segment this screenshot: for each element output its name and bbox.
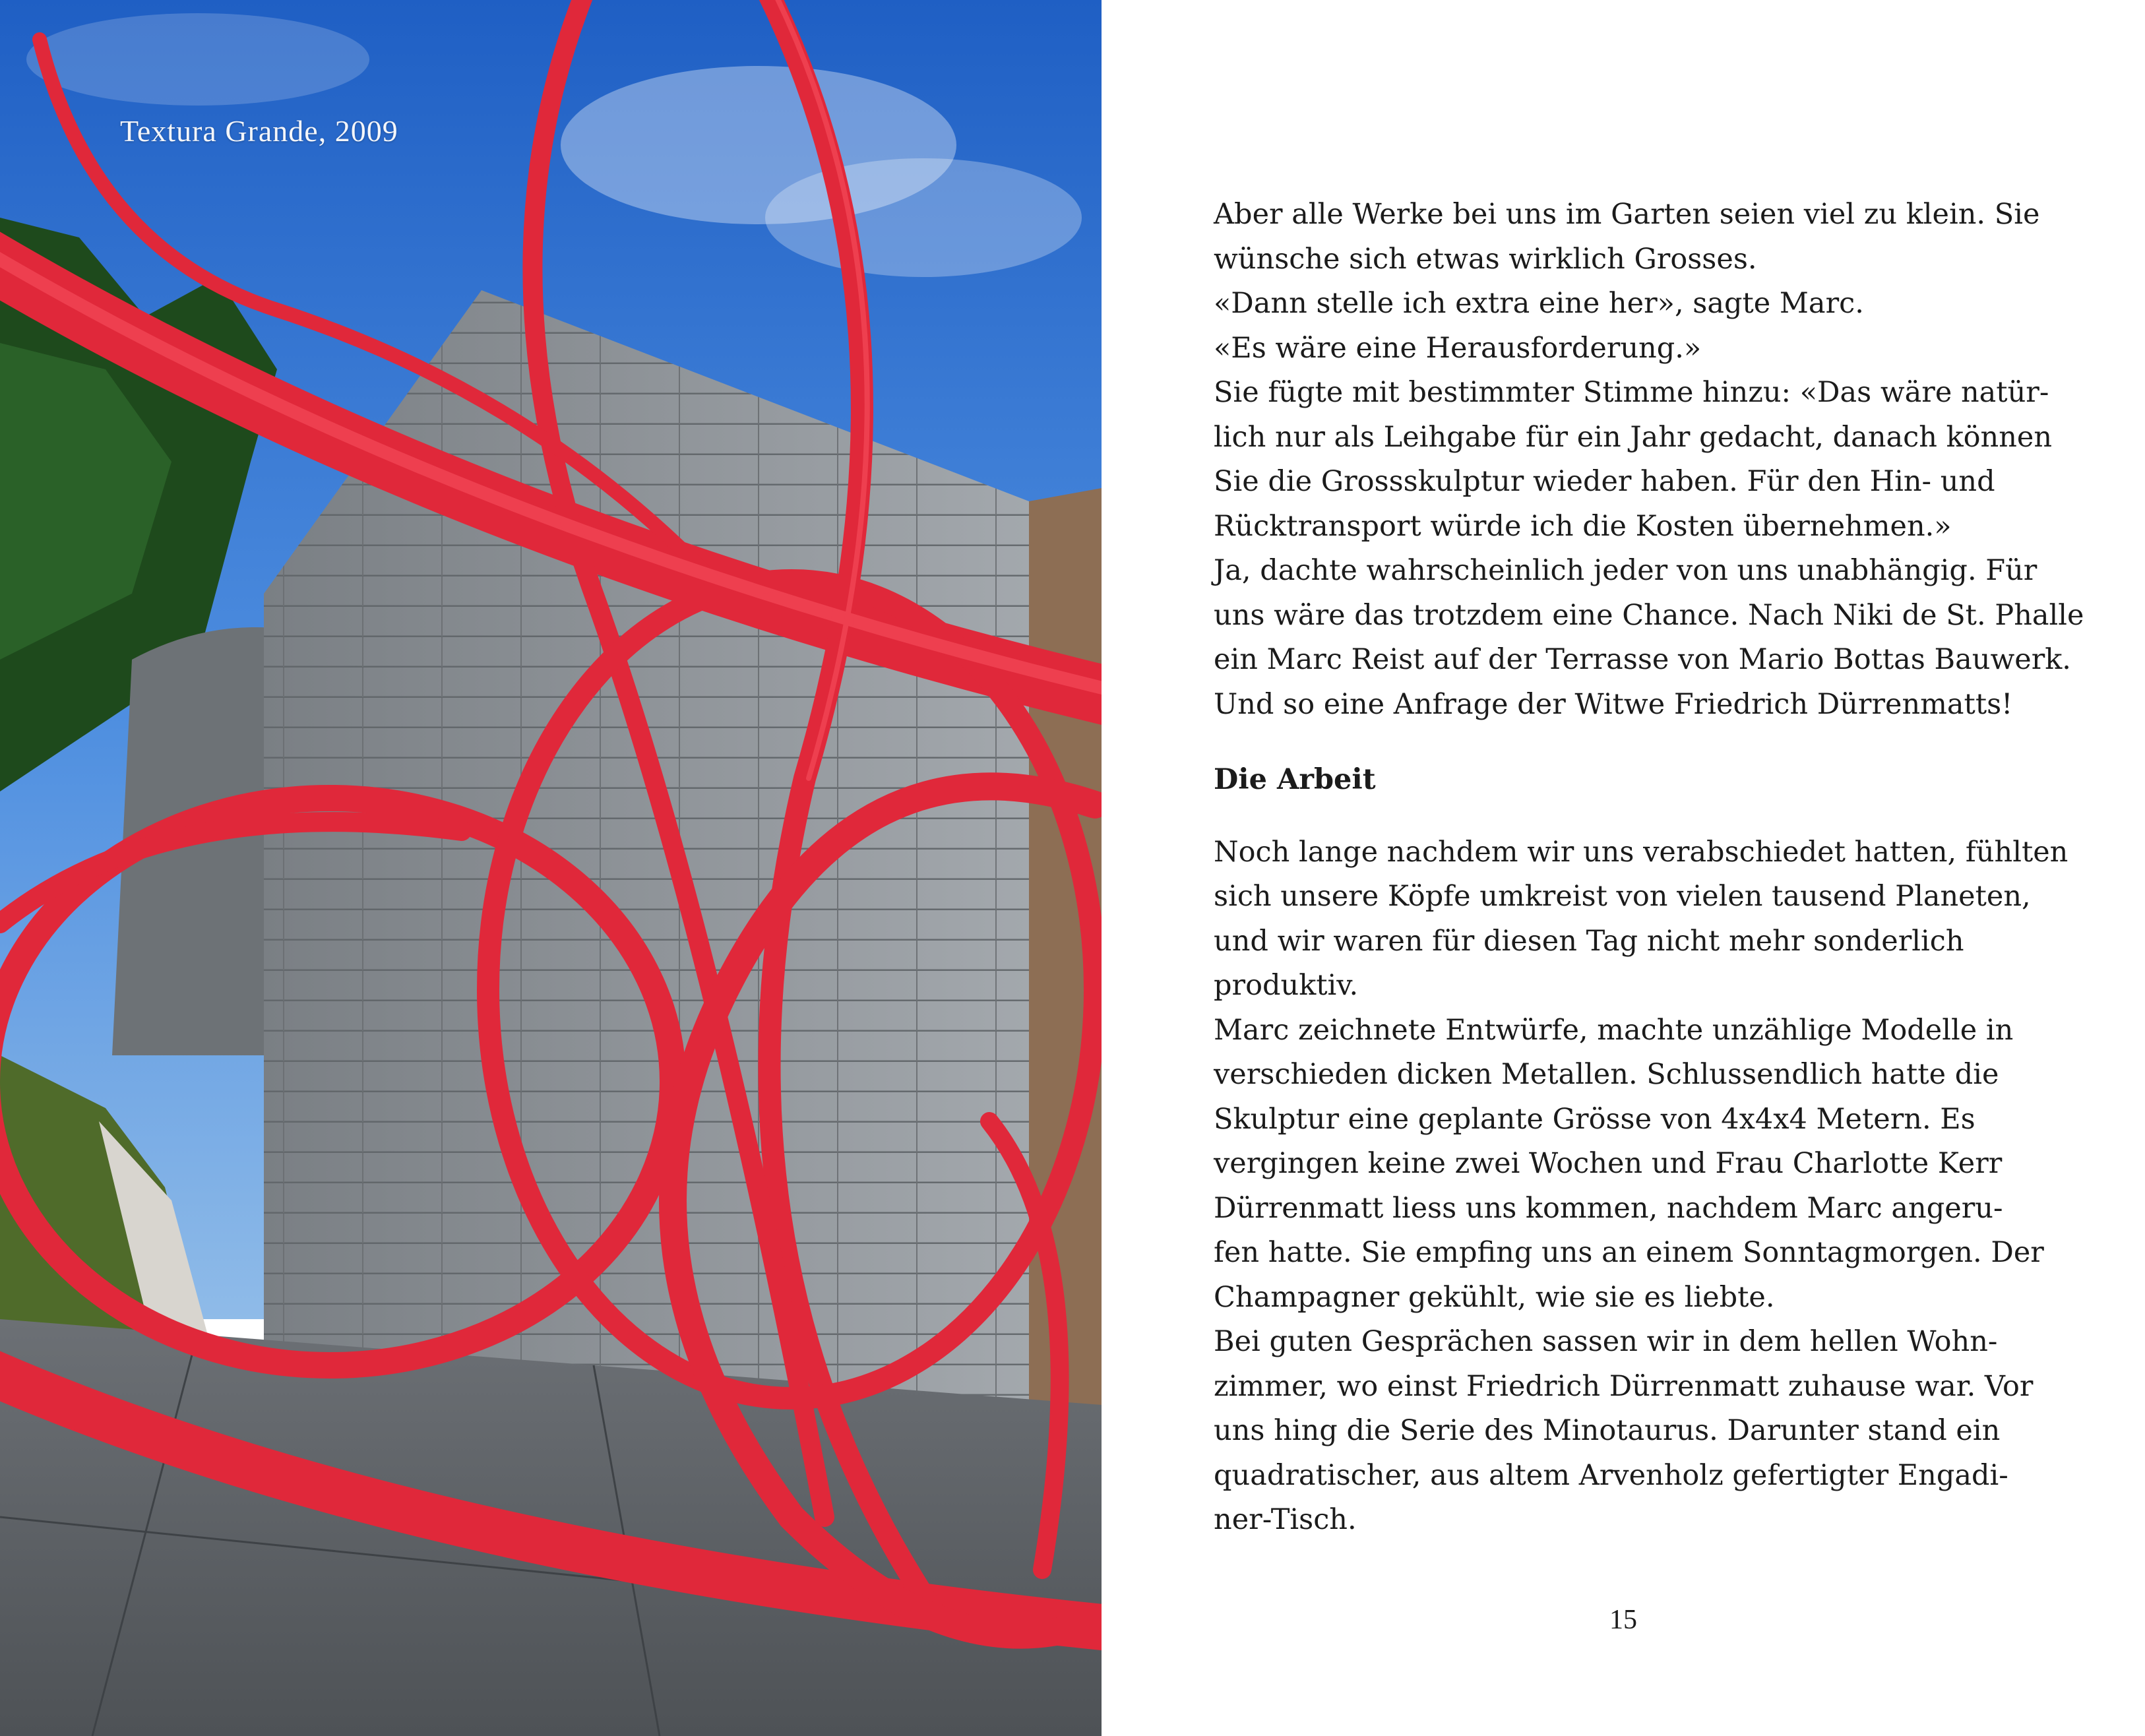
text-line: «Dann stelle ich extra eine her», sagte Marc. — [1214, 287, 1864, 320]
text-line: Bei guten Gesprächen sassen wir in dem hellen Wohn- — [1214, 1325, 1998, 1358]
text-line: Marc zeichnete Entwürfe, machte unzählige Modelle in — [1214, 1013, 2014, 1047]
text-body — [1214, 193, 2084, 1543]
paragraph-intro — [1214, 193, 2084, 727]
text-line: verschieden dicken Metallen. Schlussendlich hatte die — [1214, 1058, 1999, 1091]
text-line: uns wäre das trotzdem eine Chance. Nach Niki de St. Phalle — [1214, 598, 2084, 632]
text-line: Aber alle Werke bei uns im Garten seien viel zu klein. Sie — [1214, 198, 2040, 231]
text-line: zimmer, wo einst Friedrich Dürrenmatt zuhause war. Vor — [1214, 1369, 2034, 1403]
paragraph-work — [1214, 830, 2071, 1543]
text-line: Champagner gekühlt, wie sie es liebte. — [1214, 1280, 1775, 1314]
text-line: quadratischer, aus altem Arvenholz gefertigter Engadi- — [1214, 1458, 2008, 1492]
text-line: fen hatte. Sie empfing uns an einem Sonntagmorgen. Der — [1214, 1236, 2044, 1269]
text-line: «Es wäre eine Herausforderung.» — [1214, 331, 1702, 365]
text-line: Ja, dachte wahrscheinlich jeder von uns unabhängig. Für — [1214, 554, 2037, 587]
text-line: vergingen keine zwei Wochen und Frau Charlotte Kerr — [1214, 1147, 2003, 1180]
text-line: uns hing die Serie des Minotaurus. Darunter stand ein — [1214, 1414, 2001, 1447]
text-page — [1102, 0, 2145, 1736]
section-heading: Die Arbeit — [1214, 763, 1376, 796]
text-line: sich unsere Köpfe umkreist von vielen tausend Planeten, — [1214, 880, 2031, 913]
text-line: Rücktransport würde ich die Kosten übernehmen.» — [1214, 509, 1952, 543]
text-line: Noch lange nachdem wir uns verabschiedet hatten, fühlten — [1214, 835, 2068, 869]
photo-caption: Textura Grande, 2009 — [120, 114, 398, 148]
text-line: produktiv. — [1214, 969, 1359, 1002]
text-line: wünsche sich etwas wirklich Grosses. — [1214, 242, 1757, 276]
text-line: ein Marc Reist auf der Terrasse von Mario Bottas Bauwerk. — [1214, 643, 2071, 676]
text-line: und wir waren für diesen Tag nicht mehr sonderlich — [1214, 924, 1964, 958]
text-line: Sie die Grossskulptur wieder haben. Für den Hin- und — [1214, 465, 1995, 498]
text-line: Skulptur eine geplante Grösse von 4x4x4 Metern. Es — [1214, 1102, 1975, 1136]
text-line: Sie fügte mit bestimmter Stimme hinzu: «Das wäre natür- — [1214, 376, 2049, 409]
page-number: 15 — [1609, 1605, 1637, 1635]
text-line: Und so eine Anfrage der Witwe Friedrich Dürrenmatts! — [1214, 687, 2013, 721]
text-line: lich nur als Leihgabe für ein Jahr gedacht, danach können — [1214, 420, 2053, 454]
text-line: ner-Tisch. — [1214, 1503, 1357, 1536]
text-line: Dürrenmatt liess uns kommen, nachdem Marc angeru- — [1214, 1191, 2003, 1225]
